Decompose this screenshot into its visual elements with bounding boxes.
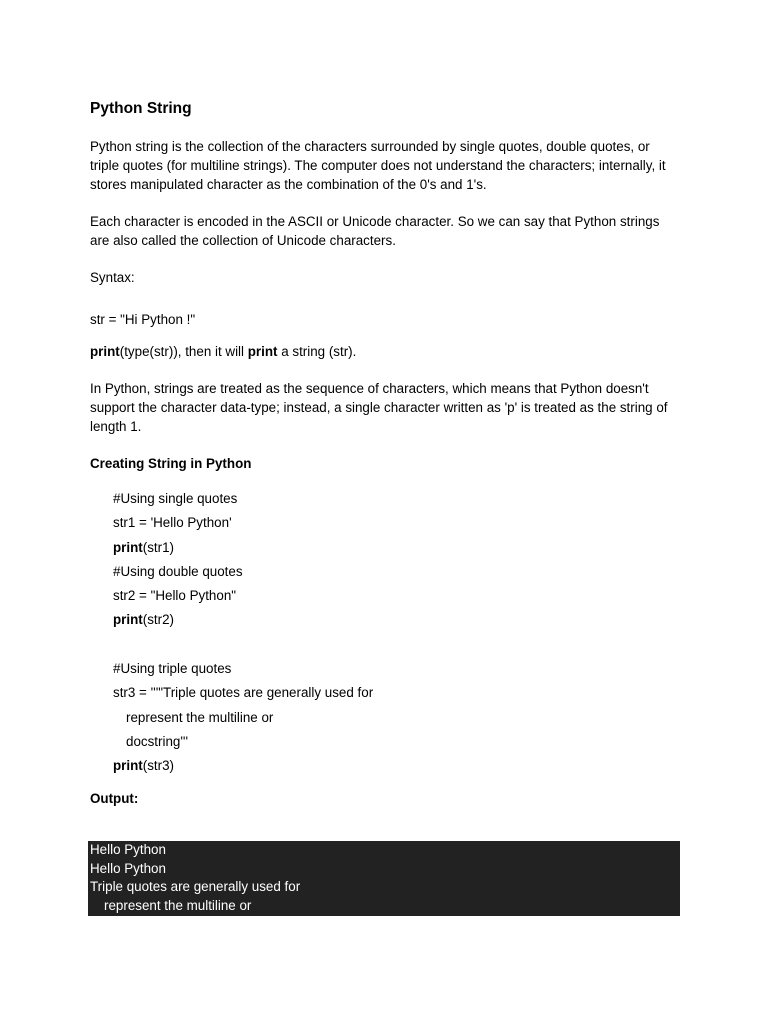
code-text: (str1) bbox=[142, 539, 174, 555]
code-blank-line bbox=[113, 633, 682, 657]
code-text: (str2) bbox=[142, 612, 174, 628]
output-line: Hello Python bbox=[90, 860, 166, 876]
print-keyword: print bbox=[247, 344, 278, 359]
code-line: str1 = 'Hello Python' bbox=[113, 515, 232, 531]
code-text: (str3) bbox=[142, 758, 174, 774]
code-line: docstring''' bbox=[126, 733, 189, 749]
output-line: Triple quotes are generally used for bbox=[90, 879, 301, 895]
document-page bbox=[90, 98, 682, 808]
page-title: Python String bbox=[90, 100, 192, 117]
syntax-example-line: str = "Hi Python !" bbox=[90, 312, 196, 327]
print-keyword: print bbox=[113, 539, 143, 555]
print-keyword: print bbox=[90, 344, 120, 359]
output-line: Hello Python bbox=[90, 842, 166, 857]
syntax-text: (type(str)), then it will bbox=[119, 344, 248, 359]
syntax-label: Syntax: bbox=[90, 270, 135, 285]
code-line: #Using triple quotes bbox=[113, 661, 232, 677]
syntax-text: a string (str). bbox=[277, 344, 357, 359]
code-line bbox=[113, 608, 682, 632]
intro-paragraph: Python string is the collection of the characters surrounded by single quotes, double quotes, or triple quotes (for multiline strings). The computer does not understand the characters; internally, it stores manipulated character as the combination of the 0's and 1's. bbox=[90, 139, 666, 192]
code-line: str3 = '''"Triple quotes are generally used for bbox=[113, 685, 374, 701]
output-label: Output: bbox=[90, 790, 139, 806]
output-console bbox=[88, 841, 680, 916]
code-line: str2 = "Hello Python" bbox=[113, 588, 237, 604]
code-example bbox=[90, 487, 682, 779]
output-line: represent the multiline or bbox=[104, 898, 252, 914]
code-line: #Using single quotes bbox=[113, 491, 238, 506]
sequence-paragraph: In Python, strings are treated as the sequence of characters, which means that Python doesn't support the character data-type; instead, a single character written as 'p' is treated as the string of length 1. bbox=[90, 381, 668, 434]
code-line bbox=[113, 754, 682, 778]
code-line: represent the multiline or bbox=[126, 709, 274, 725]
syntax-print-line bbox=[90, 342, 682, 361]
print-keyword: print bbox=[113, 758, 143, 774]
code-line bbox=[113, 536, 682, 560]
code-line: #Using double quotes bbox=[113, 563, 243, 579]
print-keyword: print bbox=[113, 612, 143, 628]
encoding-paragraph: Each character is encoded in the ASCII or Unicode character. So we can say that Python strings are also called the collection of Unicode characters. bbox=[90, 214, 660, 248]
section-heading: Creating String in Python bbox=[90, 456, 252, 471]
